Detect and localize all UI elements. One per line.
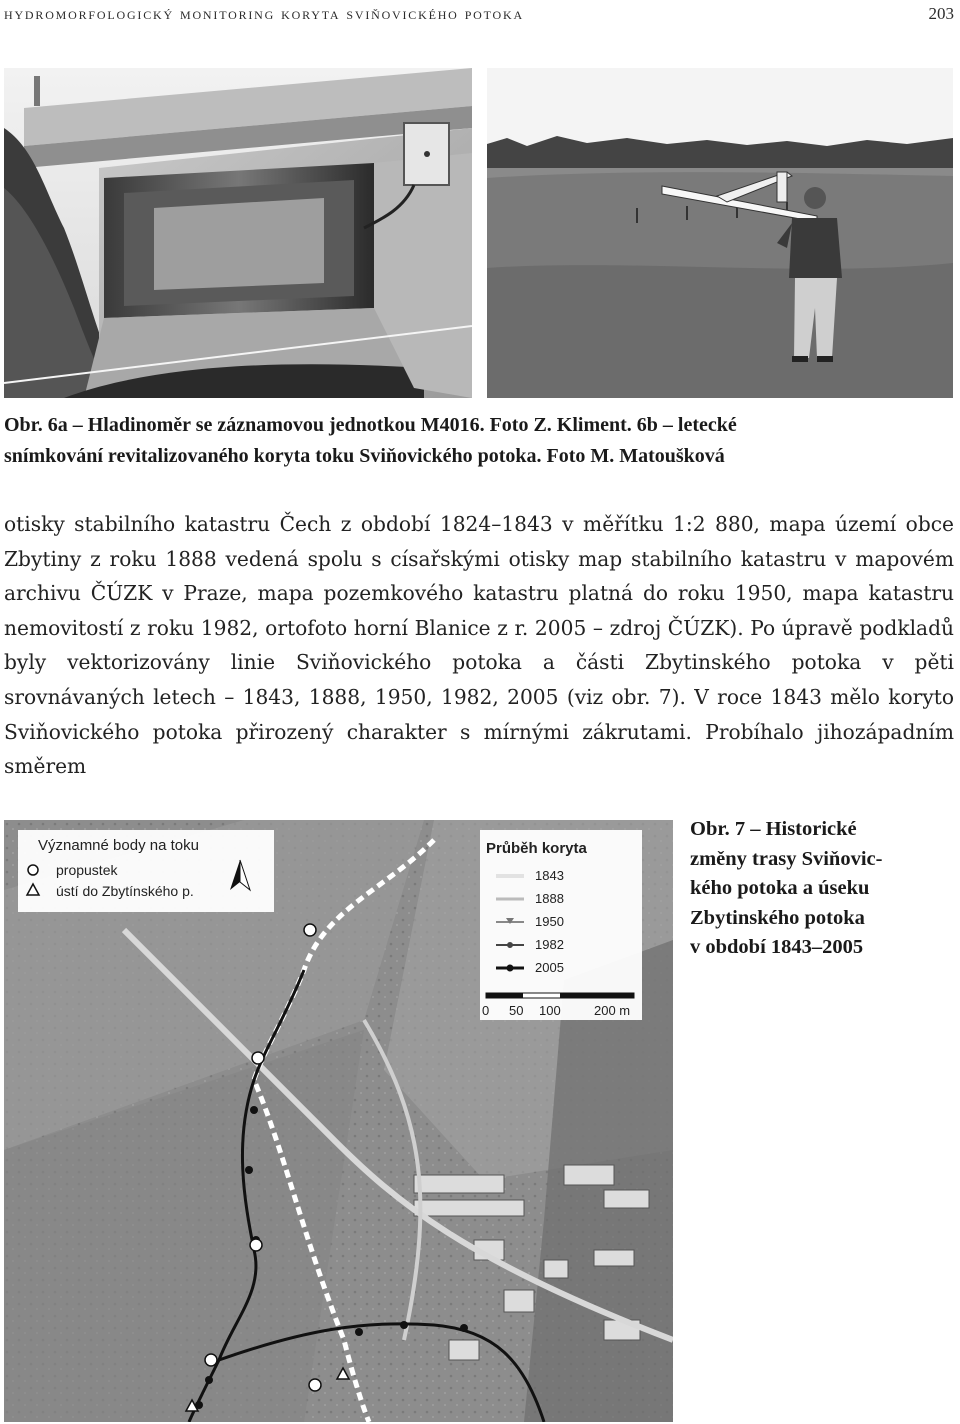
fig7-caption-line-3: kého potoka a úseku: [690, 877, 870, 899]
photo-drone: [487, 68, 953, 398]
points-legend-item-culvert: propustek: [56, 862, 118, 878]
legend-year-1982: 1982: [535, 937, 564, 952]
body-paragraph: [4, 507, 954, 784]
running-title: hydromorfologický monitoring koryta sviňovického potoka: [4, 4, 524, 23]
course-legend-title: Průběh koryta: [486, 840, 587, 857]
fig7-caption-line-5: v období 1843–2005: [690, 936, 864, 958]
photo-culvert: [4, 68, 472, 398]
scale-label-200m: 200 m: [594, 1003, 631, 1018]
caption-line-2: snímkování revitalizovaného koryta toku Sviňovického potoka. Foto M. Matoušková: [4, 445, 725, 467]
caption-line-1: Obr. 6a – Hladinoměr se záznamovou jednotkou M4016. Foto Z. Kliment. 6b – letecké: [4, 414, 737, 436]
points-legend-item-mouth: ústí do Zbytínského p.: [56, 883, 194, 899]
legend-year-1843: 1843: [535, 868, 564, 883]
fig7-caption-line-1: Obr. 7 – Historické: [690, 818, 857, 840]
legend-year-1950: 1950: [535, 914, 564, 929]
body-text: otisky stabilního katastru Čech z období 1824–1843 v měřítku 1:2 880, mapa území obce Zbytiny z roku 1888 vedená spolu s císařskými otisky map stabilního katastru v mapovém archivu ČÚZK v Praze, mapa pozemkového katastru platná do roku 1950, mapa katastru nemovitostí z roku 1982, ortofoto horní Blanice z r. 2005 – zdroj ČÚZK). Po úpravě podkladů byly vektorizovány linie Sviňovického potoka a části Zbytinského potoka v pěti srovnávaných letech – 1843, 1888, 1950, 1982, 2005 (viz obr. 7). V roce 1843 mělo koryto Sviňovického potoka přirozený charakter s mírnými zákrutami. Probíhalo jihozápadním směrem: [4, 512, 954, 779]
page-number: 203: [928, 4, 954, 23]
points-legend-title: Významné body na toku: [38, 837, 199, 854]
culvert-photo-illustration: [4, 68, 472, 398]
running-header: [4, 4, 954, 28]
points-legend: [18, 830, 274, 912]
legend-year-1888: 1888: [535, 891, 564, 906]
figure-7-caption: [690, 815, 950, 963]
legend-year-2005: 2005: [535, 960, 564, 975]
scale-label-100: 100: [539, 1003, 561, 1018]
drone-photo-illustration: [487, 68, 953, 398]
culvert-symbol-icon: [28, 865, 38, 875]
course-legend: [480, 830, 642, 1020]
fig7-caption-line-4: Zbytinského potoka: [690, 906, 865, 929]
figure-6-caption: [4, 410, 954, 472]
scale-label-50: 50: [509, 1003, 524, 1018]
fig7-caption-line-2: změny trasy Sviňovic-: [690, 847, 883, 870]
scale-label-0: 0: [482, 1003, 490, 1018]
orthophoto-map: [4, 820, 673, 1422]
map-figure: [4, 820, 673, 1422]
